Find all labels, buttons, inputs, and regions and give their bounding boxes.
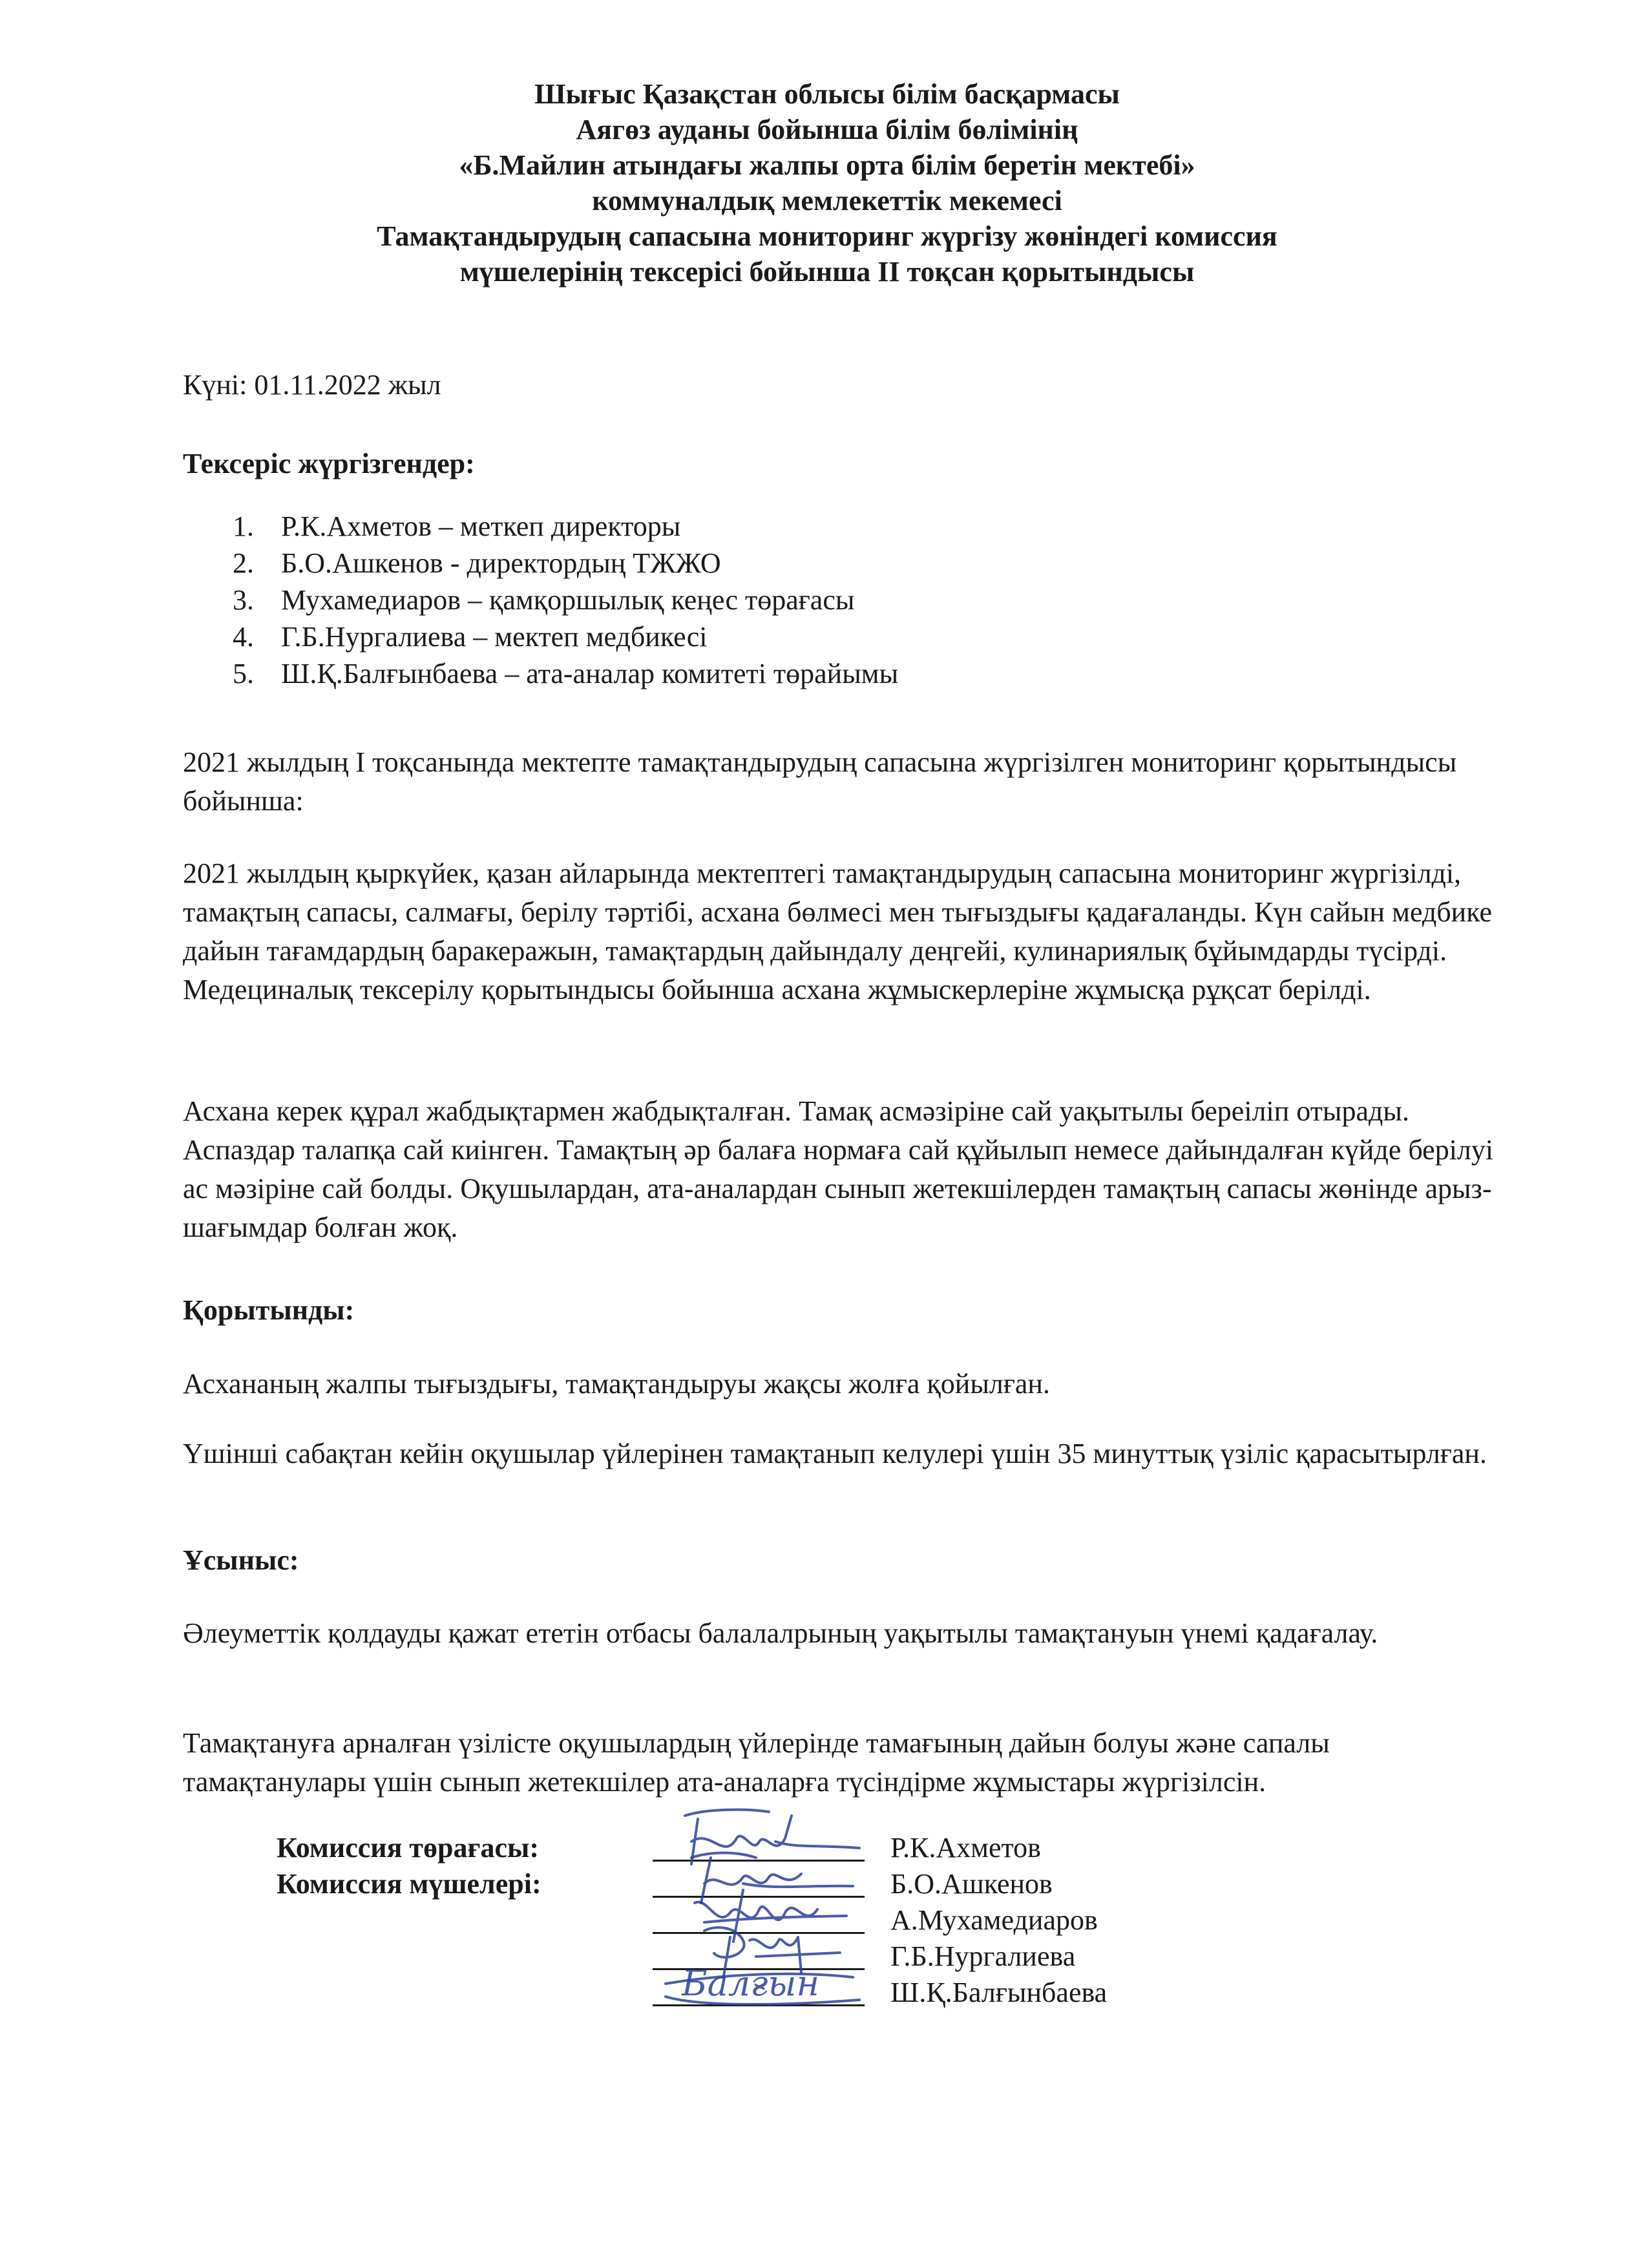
signer-name: А.Мухамедиаров bbox=[890, 1904, 1098, 1936]
list-item-number: 4. bbox=[233, 621, 254, 653]
header-line-1: Шығыс Қазақстан облысы білім басқармасы bbox=[534, 78, 1120, 110]
header-line-4: коммуналдық мемлекеттік мекемесі bbox=[592, 185, 1062, 216]
list-item bbox=[233, 655, 898, 692]
list-item-text: Б.О.Ашкенов - директордың ТЖЖО bbox=[281, 547, 721, 579]
date-line: Күні: 01.11.2022 жыл bbox=[183, 369, 441, 401]
paragraph-intro: 2021 жылдың І тоқсанында мектепте тамақтандырудың сапасына жүргізілген мониторинг қорытындысы бойынша: bbox=[183, 746, 1457, 817]
list-item-number: 5. bbox=[233, 658, 254, 689]
header-line-2: Аягөз ауданы бойынша білім бөлімінің bbox=[576, 114, 1078, 145]
list-item-number: 2. bbox=[233, 547, 254, 579]
header-line-6: мүшелерінің тексерісі бойынша ІІ тоқсан қорытындысы bbox=[459, 256, 1195, 288]
recommendation-text-1: Әлеуметтік қолдауды қажат ететін отбасы балалалрының уақытылы тамақтануын үнемі қадағалау. bbox=[183, 1617, 1378, 1649]
list-item-number: 1. bbox=[233, 510, 254, 542]
signer-name: Р.К.Ахметов bbox=[890, 1832, 1041, 1864]
signature-member-4-mark bbox=[646, 1945, 866, 2016]
conclusion-text-1: Асхананың жалпы тығыздығы, тамақтандыруы жақсы жолға қойылған. bbox=[183, 1368, 1050, 1400]
recommendation-text-2: Тамақтануға арналған үзілісте оқушылардың үйлерінде тамағының дайын болуы және сапалы тамақтанулары үшін сынып жетекшілер ата-аналарға түсіндірме жұмыстары жүргізілсін. bbox=[183, 1727, 1330, 1798]
signer-name: Б.О.Ашкенов bbox=[890, 1868, 1053, 1900]
list-item bbox=[233, 545, 898, 582]
conclusion-text-2: Үшінші сабақтан кейін оқушылар үйлерінен тамақтанып келулері үшін 35 минуттық үзіліс қарасытырлған. bbox=[183, 1438, 1487, 1469]
conclusion-title: Қорытынды: bbox=[183, 1294, 355, 1326]
list-item bbox=[233, 618, 898, 655]
list-item-number: 3. bbox=[233, 584, 254, 616]
list-item bbox=[233, 508, 898, 545]
list-item-text: Р.К.Ахметов – меткеп директоры bbox=[281, 510, 681, 542]
members-label: Комиссия мүшелері: bbox=[277, 1868, 541, 1900]
list-item-text: Мухамедиаров – қамқоршылық кеңес төрағасы bbox=[281, 584, 855, 616]
paragraph-canteen: Асхана керек құрал жабдықтармен жабдықталған. Тамақ асмәзіріне сай уақытылы береіліп отырады. Аспаздар талапқа сай киінген. Тамақтың әр балаға нормаға сай құйылып немесе дайындалған күйде берілуі ас мәзіріне сай болды. Оқушылардан, ата-аналардан сынып жетекшілерден тамақтың сапасы жөнінде арыз-шағымдар болған жоқ. bbox=[183, 1095, 1494, 1243]
inspectors-title: Тексеріс жүргізгендер: bbox=[183, 448, 475, 479]
chair-label: Комиссия төрағасы: bbox=[277, 1832, 540, 1864]
signature-member-4-lettering: Балғын bbox=[682, 1963, 820, 2004]
recommendation-title: Ұсыныс: bbox=[183, 1544, 299, 1576]
list-item bbox=[233, 582, 898, 618]
signer-name: Г.Б.Нургалиева bbox=[890, 1940, 1076, 1972]
paragraph-monitoring: 2021 жылдың қыркүйек, қазан айларында мектептегі тамақтандырудың сапасына мониторинг жүргізілді, тамақтың сапасы, салмағы, берілу тәртібі, асхана бөлмесі мен тығыздығы қадағаланды. Күн сайын медбике дайын тағамдардың баракеражын, тамақтардың дайындалу деңгейі, кулинариялық бұйымдарды түсірді. Медециналық тексерілу қорытындысы бойынша асхана жұмыскерлеріне жұмысқа рұқсат берілді. bbox=[183, 857, 1493, 1005]
header-line-5: Тамақтандырудың сапасына мониторинг жүргізу жөніндегі комиссия bbox=[377, 220, 1277, 252]
list-item-text: Г.Б.Нургалиева – мектеп медбикесі bbox=[281, 621, 708, 653]
list-item-text: Ш.Қ.Балғынбаева – ата-аналар комитеті төрайымы bbox=[281, 658, 899, 689]
signer-name: Ш.Қ.Балғынбаева bbox=[890, 1977, 1108, 2008]
inspectors-list bbox=[233, 508, 898, 692]
header-line-3: «Б.Майлин атындағы жалпы орта білім беретін мектебі» bbox=[459, 149, 1195, 181]
document-header bbox=[194, 76, 1460, 289]
